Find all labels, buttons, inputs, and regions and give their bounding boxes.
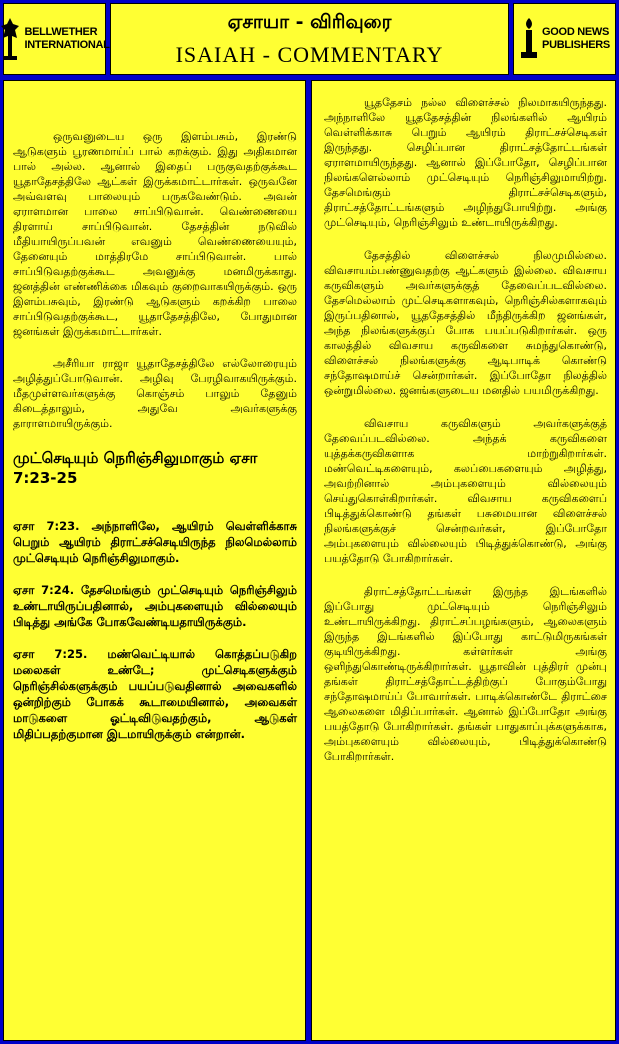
left-paragraph-2: அசீரியா ராஜா யூதாதேசத்திலே எல்லோரையும் அழித்துப்போடுவான். அழிவு பேரழிவாகயிருக்கும். மீதமுள்ளவர்களுக்கு கொஞ்சம் பாலும் தேனும் கிடைத்தாலும், அதுவே அவர்களுக்கு தாராளமாயிருக்கும்.	[13, 357, 297, 430]
bellwether-logo	[3, 3, 110, 75]
page-header	[110, 3, 509, 75]
verse-7-24: ஏசா 7:24. தேசமெங்கும் முட்செடியும் நெரிஞ்சிலும் உண்டாயிருப்பதினால், அம்புகளையும் வில்லையும் பிடித்து அங்கே போகவேண்டியதாயிருக்கும்.	[13, 583, 297, 629]
english-title: ISAIAH - COMMENTARY	[175, 42, 444, 67]
right-paragraph-3: விவசாய கருவிகளும் அவர்களுக்குத் தேவைப்படவில்லை. அந்தக் கருவிகளை யுத்தக்கருவிகளாக மாற்றுகிறார்கள். மண்வெட்டிகளையும், கலப்பைகளையும் அழித்து, அவற்றினால் அம்புகளையும் வில்லையும் செய்துகொள்கிறார்கள். விவசாய கருவிகளைப் பிடித்துக்கொண்டு தங்கள் பசுமையான விளைச்சல் நிலங்களுக்குச் சென்றவர்கள், இப்போதோ அம்புகளையும் வில்லையும் பிடித்துக்கொண்டு, அங்கு பயத்தோடு போகிறார்கள்.	[324, 417, 607, 565]
verse-7-23: ஏசா 7:23. அந்நாளிலே, ஆயிரம் வெள்ளிக்காசு பெறும் ஆயிரம் திராட்சச்செடியிருந்த நிலமெல்லாம் முட்செடியும் நெரிஞ்சிலுமாகும்.	[13, 519, 297, 565]
good-news-logo	[513, 3, 616, 75]
right-paragraph-2: தேசத்தில் விளைச்சல் நிலமுமில்லை. விவசாயம்பண்ணுவதற்கு ஆட்களும் இல்லை. விவசாய கருவிகளும் அவர்களுக்குத் தேவைப்படவில்லை. தேசமெல்லாம் முட்செடிகளாகவும், நெரிஞ்சில்களாகவும் இருப்பதினால், யூததேசத்தில் மீந்திருக்கிற ஜனங்கள், அந்த நிலங்களுக்குப் போக பயப்படுகிறார்கள். ஒரு காலத்தில் விவசாய கருவிகளை சுமந்துகொண்டு, விளைச்சல் நிலங்களுக்கு ஆடிபாடிக் கொண்டு சந்தோஷமாய்ச் சென்றார்கள். இப்போதோ நிலத்தில் ஒன்றுமில்லை. ஜனங்களுடைய மனதில் பயமிருக்கிறது.	[324, 249, 607, 397]
section-title: முட்செடியும் நெரிஞ்சிலுமாகும் ஏசா 7:23-25	[13, 449, 258, 487]
right-paragraph-4: திராட்சத்தோட்டங்கள் இருந்த இடங்களில் இப்போது முட்செடியும் நெரிஞ்சிலும் உண்டாயிருக்கிறது. திராட்சப்பழங்களும், ஆலைகளும் இருந்த இடங்களில் இப்போது காட்டுமிருகங்கள் குடியிருக்கிறது. கள்ளர்கள் அங்கு ஒளிந்துகொண்டிருக்கிறார்கள். யூதாவின் புத்திரர் முன்பு தங்கள் திராட்சத்தோட்டத்திற்குப் போகும்போது சந்தோஷமாய்ப் போவார்கள். பாடிக்கொண்டே திராட்சை ஆலைகளை மிதிப்பார்கள். ஆனால் இப்போதோ அங்கு பயத்தோடு போகிறார்கள். தங்கள் பாதுகாப்புக்களுக்காக, அம்புகளையும் வில்லையும், பிடித்துக்கொண்டு போகிறார்கள்.	[324, 585, 607, 763]
lamp-icon	[519, 16, 539, 62]
right-logo-line-1: GOOD NEWS	[542, 26, 610, 38]
left-column	[3, 80, 306, 1041]
verse-7-25: ஏசா 7:25. மண்வெட்டியால் கொத்தப்படுகிற மலைகள் உண்டே; முட்செடிகளுக்கும் நெரிஞ்சில்களுக்கும் பயப்படுவதினால் அவைகளில் ஒன்றிற்கும் போகக் கூடாமையினால், அவைகள் மாடுகளை ஓட்டிவிடுவதற்கும், ஆடுகள் மிதிப்பதற்குமான இடமாயிருக்கும் என்றான்.	[13, 647, 297, 741]
right-logo-line-2: PUBLISHERS	[542, 39, 610, 51]
ram-icon	[0, 16, 21, 62]
right-column	[311, 80, 616, 1041]
left-logo-line-2: INTERNATIONAL	[24, 39, 110, 51]
left-paragraph-1: ஒருவனுடைய ஒரு இளம்பசும், இரண்டு ஆடுகளும் பூரணமாய்ப் பால் கறக்கும். இது அதிகமான பால் அல்ல. ஆனால் இதைப் பருகுவதற்குக்கூட யூதாதேசத்திலே ஆட்கள் இருக்கமாட்டார்கள். ஒருவனே அவ்வளவு பாலையும் பருகவேண்டும். அவன் ஏராளமான பாலை சாப்பிடுவான். வெண்ணையை திரளாய் சாப்பிடுவான். தேசத்தின் நடுவில் மீதியாயிருப்பவன் எவனும் வெண்ணையையும், தேனையும் மாத்திரமே சாப்பிடுவான். பால் சாப்பிடுவதற்குக்கூட அவனுக்கு மனமிருக்காது. ஜனத்தின் எண்ணிக்கை மிகவும் குறைவாகயிருக்கும். ஒரு இளம்பசுவும், இரண்டு ஆடுகளும் கறக்கிற பாலை சாப்பிடுவதற்குக்கூட, யூதாதேசத்திலே, போதுமான ஜனங்கள் இருக்கமாட்டார்கள்.	[13, 130, 297, 338]
right-paragraph-1: யூததேசம் நல்ல விளைச்சல் நிலமாகயிருந்தது. அந்நாளிலே யூததேசத்தின் நிலங்களில் ஆயிரம் வெள்ளிக்காசு பெறும் ஆயிரம் திராட்சச்செடிகள் இருந்தது. செழிப்பான திராட்சத்தோட்டங்கள் ஏராளமாயிருந்தது. ஆனால் இப்போதோ, செழிப்பான நிலங்களெல்லாம் முட்செடியும் நெரிஞ்சிலுமாயிற்று. தேசமெங்கும் திராட்சச்செடிகளும், திராட்சத்தோட்டங்களும் அழிந்துபோயிற்று. அங்கு முட்செடியும், நெரிஞ்சிலும் உண்டாயிருக்கிறது.	[324, 96, 607, 229]
left-logo-line-1: BELLWETHER	[24, 26, 98, 38]
tamil-title: ஏசாயா - விரிவுரை	[227, 11, 392, 33]
